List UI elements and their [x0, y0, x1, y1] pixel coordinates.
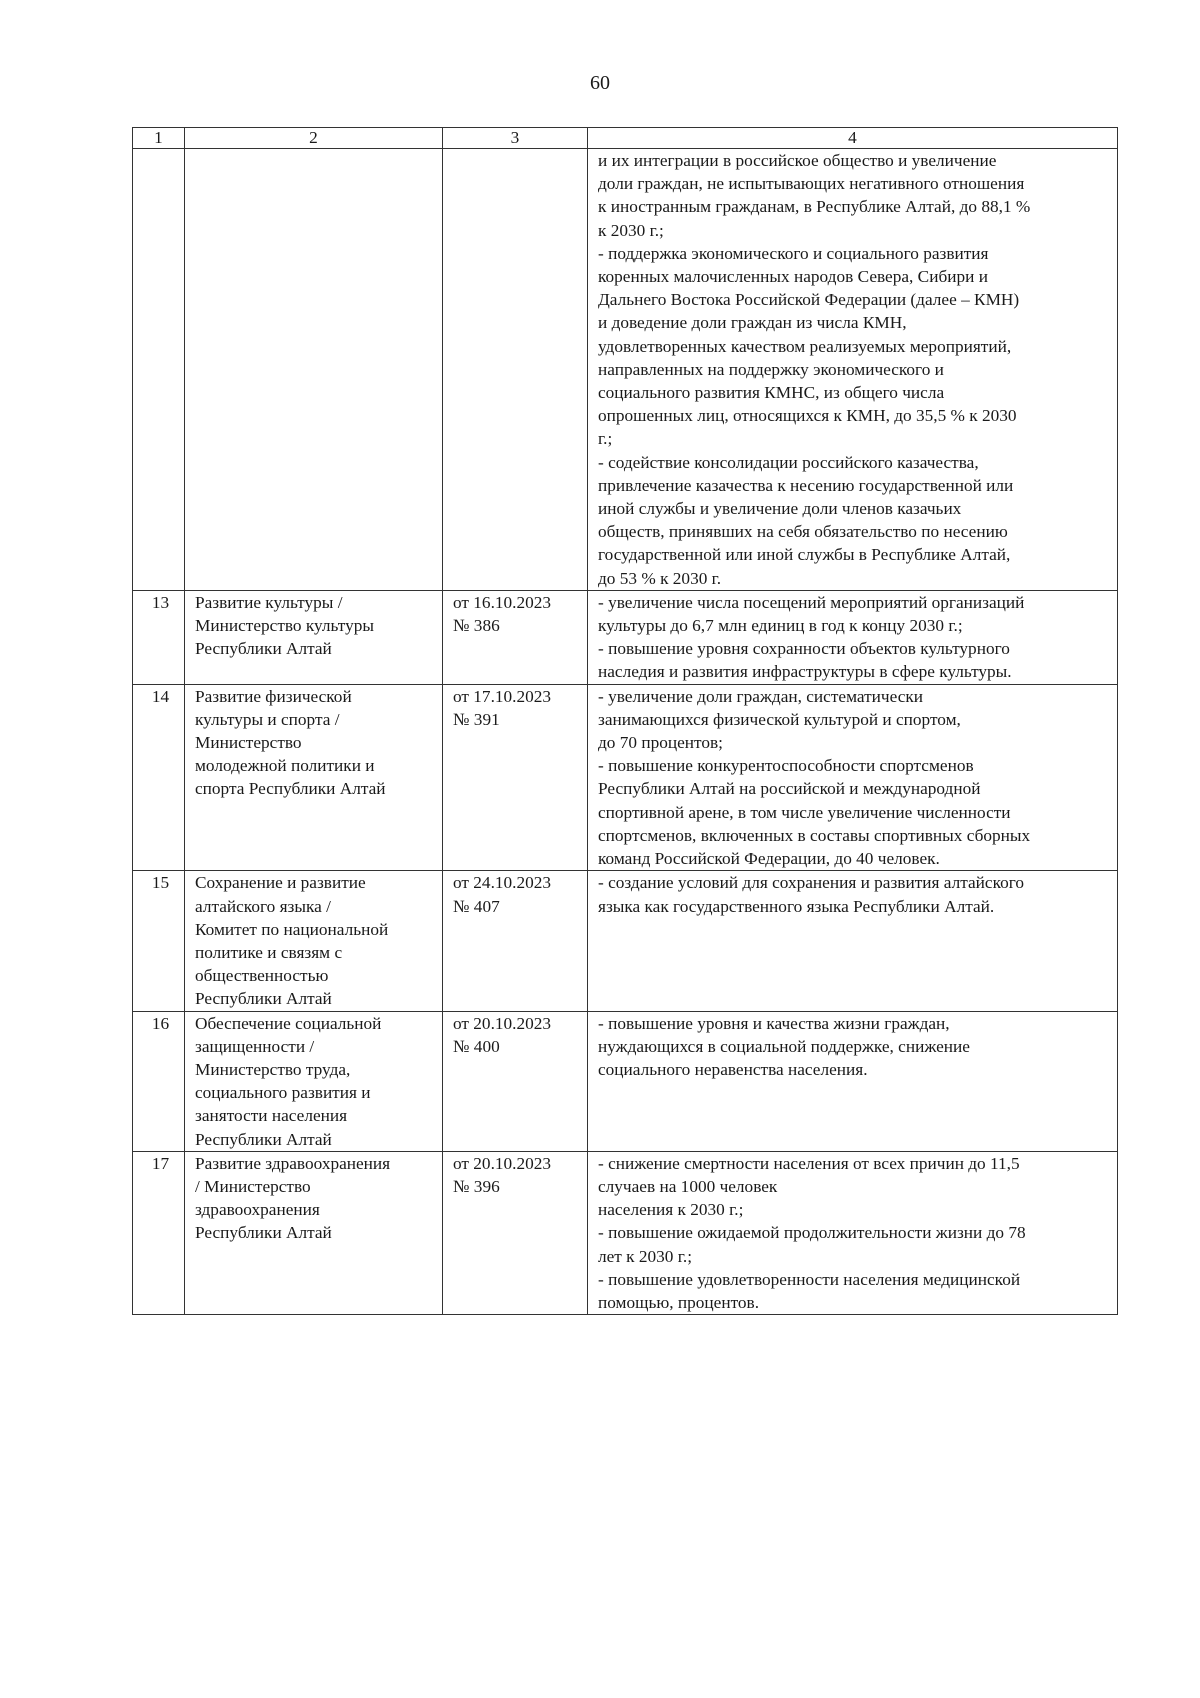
program-name-cell	[185, 149, 443, 591]
goal-line: опрошенных лиц, относящихся к КМН, до 35,5 % к 2030	[598, 406, 1017, 426]
program-name-line: Министерство труда,	[195, 1059, 351, 1079]
program-name-line: занятости населения	[195, 1106, 348, 1126]
approval-date-line: № 407	[453, 896, 500, 916]
program-name-line: здравоохранения	[195, 1200, 320, 1220]
approval-date-cell	[443, 1151, 588, 1314]
goal-line: Республики Алтай на российской и международной	[598, 779, 981, 799]
goal-line: культуры до 6,7 млн единиц в год к концу 2030 г.;	[598, 616, 963, 636]
goal-line: помощью, процентов.	[598, 1292, 760, 1312]
goal-line: - повышение конкурентоспособности спортсменов	[598, 756, 974, 776]
program-name-line: / Министерство	[195, 1176, 311, 1196]
column-header-3: 3	[443, 128, 588, 149]
program-name-line: защищенности /	[195, 1036, 315, 1056]
table-row	[133, 871, 1118, 1011]
row-number	[133, 149, 185, 591]
program-name-line: Развитие здравоохранения	[195, 1153, 391, 1173]
goal-line: и доведение доли граждан из числа КМН,	[598, 313, 907, 333]
approval-date-cell	[443, 871, 588, 1011]
program-name-line: Республики Алтай	[195, 639, 332, 659]
goal-line: к иностранным гражданам, в Республике Алтай, до 88,1 %	[598, 197, 1031, 217]
goal-line: случаев на 1000 человек	[598, 1176, 778, 1196]
goal-line: до 53 % к 2030 г.	[598, 568, 722, 588]
goal-line: иной службы и увеличение доли членов казачьих	[598, 499, 962, 519]
program-name-line: Комитет по национальной	[195, 919, 389, 939]
approval-date-line: № 386	[453, 616, 500, 636]
goal-line: обществ, принявших на себя обязательство по несению	[598, 522, 1008, 542]
goal-line: к 2030 г.;	[598, 220, 664, 240]
program-name-line: общественностью	[195, 966, 329, 986]
column-header-2: 2	[185, 128, 443, 149]
goal-line: государственной или иной службы в Республике Алтай,	[598, 545, 1011, 565]
table-row	[133, 1011, 1118, 1151]
program-name-line: культуры и спорта /	[195, 709, 340, 729]
goal-line: спортивной арене, в том числе увеличение численности	[598, 802, 1011, 822]
program-name-line: Министерство	[195, 733, 302, 753]
program-name-line: Развитие культуры /	[195, 592, 343, 612]
goal-line: команд Российской Федерации, до 40 человек.	[598, 849, 940, 869]
goal-line: языка как государственного языка Республики Алтай.	[598, 896, 995, 916]
approval-date-line: от 24.10.2023	[453, 873, 552, 893]
table-row	[133, 590, 1118, 684]
goal-line: Дальнего Востока Российской Федерации (далее – КМН)	[598, 290, 1020, 310]
program-name-line: Обеспечение социальной	[195, 1013, 382, 1033]
goal-line: социального неравенства населения.	[598, 1059, 868, 1079]
goal-line: - снижение смертности населения от всех причин до 11,5	[598, 1153, 1020, 1173]
table-row	[133, 149, 1118, 591]
goal-line: коренных малочисленных народов Севера, Сибири и	[598, 267, 988, 287]
goal-line: лет к 2030 г.;	[598, 1246, 693, 1266]
program-name-line: алтайского языка /	[195, 896, 331, 916]
goal-line: - повышение уровня сохранности объектов культурного	[598, 639, 1010, 659]
program-name-line: политике и связям с	[195, 942, 343, 962]
goals-cell	[588, 871, 1118, 1011]
goal-line: - повышение удовлетворенности населения медицинской	[598, 1269, 1021, 1289]
goal-line: до 70 процентов;	[598, 733, 723, 753]
approval-date-line: № 396	[453, 1176, 500, 1196]
goal-line: наследия и развития инфраструктуры в сфере культуры.	[598, 662, 1012, 682]
approval-date-line: от 17.10.2023	[453, 686, 552, 706]
program-name-cell	[185, 871, 443, 1011]
row-number: 14	[133, 684, 185, 871]
program-name-cell	[185, 590, 443, 684]
row-number: 17	[133, 1151, 185, 1314]
goal-line: нуждающихся в социальной поддержке, снижение	[598, 1036, 970, 1056]
table-row	[133, 1151, 1118, 1314]
approval-date-cell	[443, 1011, 588, 1151]
goal-line: удовлетворенных качеством реализуемых мероприятий,	[598, 336, 1012, 356]
goal-line: г.;	[598, 429, 613, 449]
table-row	[133, 684, 1118, 871]
programs-table	[132, 127, 1118, 1315]
goal-line: доли граждан, не испытывающих негативного отношения	[598, 174, 1025, 194]
goal-line: - повышение уровня и качества жизни граждан,	[598, 1013, 950, 1033]
goal-line: - повышение ожидаемой продолжительности жизни до 78	[598, 1223, 1026, 1243]
goals-cell	[588, 1011, 1118, 1151]
program-name-line: Министерство культуры	[195, 616, 374, 636]
program-name-cell	[185, 1151, 443, 1314]
approval-date-cell	[443, 590, 588, 684]
row-number: 13	[133, 590, 185, 684]
program-name-line: спорта Республики Алтай	[195, 779, 386, 799]
program-name-cell	[185, 684, 443, 871]
goal-line: - увеличение доли граждан, систематически	[598, 686, 924, 706]
approval-date-line: от 20.10.2023	[453, 1153, 552, 1173]
goals-cell	[588, 590, 1118, 684]
approval-date-line: № 391	[453, 709, 500, 729]
goals-cell	[588, 684, 1118, 871]
goals-cell	[588, 1151, 1118, 1314]
program-name-line: молодежной политики и	[195, 756, 375, 776]
goal-line: социального развития КМНС, из общего числа	[598, 383, 945, 403]
program-name-line: Сохранение и развитие	[195, 873, 366, 893]
column-header-4: 4	[588, 128, 1118, 149]
program-name-line: Республики Алтай	[195, 1223, 332, 1243]
goal-line: и их интеграции в российское общество и увеличение	[598, 151, 997, 170]
approval-date-line: от 20.10.2023	[453, 1013, 552, 1033]
goal-line: - содействие консолидации российского казачества,	[598, 452, 979, 472]
goal-line: привлечение казачества к несению государственной или	[598, 475, 1014, 495]
page-number: 60	[590, 72, 610, 94]
program-name-line: социального развития и	[195, 1083, 371, 1103]
row-number: 16	[133, 1011, 185, 1151]
program-name-line: Развитие физической	[195, 686, 352, 706]
goal-line: - поддержка экономического и социального развития	[598, 243, 989, 263]
goal-line: направленных на поддержку экономического и	[598, 359, 944, 379]
goal-line: - создание условий для сохранения и развития алтайского	[598, 873, 1025, 893]
approval-date-line: № 400	[453, 1036, 500, 1056]
table-header-row	[133, 128, 1118, 149]
goal-line: населения к 2030 г.;	[598, 1200, 744, 1220]
approval-date-cell	[443, 149, 588, 591]
goal-line: спортсменов, включенных в составы спортивных сборных	[598, 825, 1031, 845]
row-number: 15	[133, 871, 185, 1011]
approval-date-line: от 16.10.2023	[453, 592, 552, 612]
program-name-line: Республики Алтай	[195, 1129, 332, 1149]
program-name-line: Республики Алтай	[195, 989, 332, 1009]
goals-cell	[588, 149, 1118, 591]
goal-line: - увеличение числа посещений мероприятий организаций	[598, 592, 1025, 612]
program-name-cell	[185, 1011, 443, 1151]
column-header-1: 1	[133, 128, 185, 149]
approval-date-cell	[443, 684, 588, 871]
goal-line: занимающихся физической культурой и спортом,	[598, 709, 961, 729]
